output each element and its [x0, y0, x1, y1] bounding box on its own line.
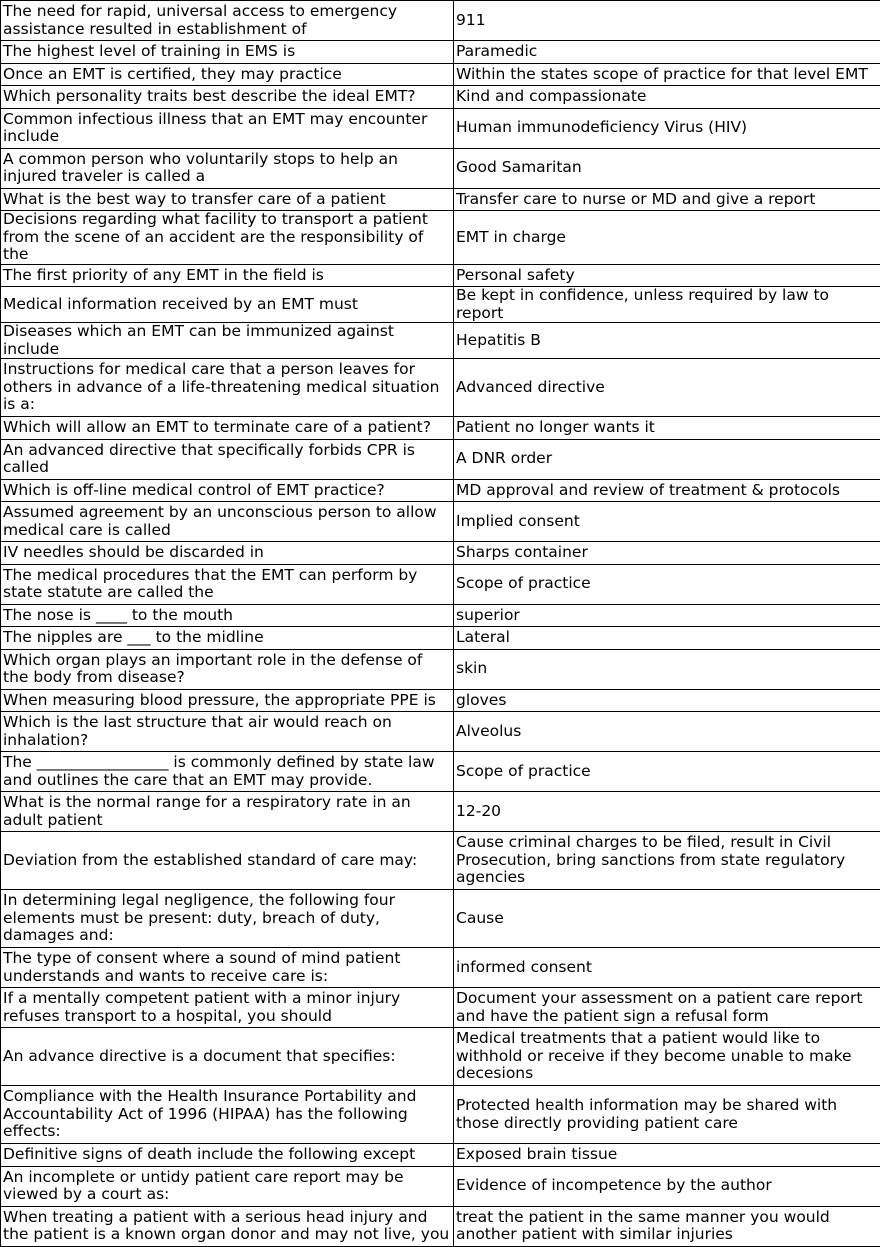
question-cell: Diseases which an EMT can be immunized against include	[1, 323, 454, 359]
table-row	[1, 323, 880, 359]
answer-cell: Scope of practice	[454, 564, 880, 604]
answer-cell: Kind and compassionate	[454, 86, 880, 109]
question-cell: The need for rapid, universal access to emergency assistance resulted in establishment of	[1, 1, 454, 41]
table-row	[1, 86, 880, 109]
question-cell: The type of consent where a sound of mind patient understands and wants to receive care is:	[1, 948, 454, 988]
table-row	[1, 1166, 880, 1206]
answer-cell: Protected health information may be shared with those directly providing patient care	[454, 1086, 880, 1144]
question-cell: If a mentally competent patient with a minor injury refuses transport to a hospital, you should	[1, 988, 454, 1028]
answer-cell: Personal safety	[454, 264, 880, 287]
answer-cell: Scope of practice	[454, 752, 880, 792]
table-row	[1, 211, 880, 265]
answer-cell: Transfer care to nurse or MD and give a report	[454, 188, 880, 211]
question-cell: Compliance with the Health Insurance Portability and Accountability Act of 1996 (HIPAA) has the following effects:	[1, 1086, 454, 1144]
answer-cell: Implied consent	[454, 502, 880, 542]
answer-cell: Sharps container	[454, 542, 880, 565]
table-row	[1, 988, 880, 1028]
question-cell: Which organ plays an important role in the defense of the body from disease?	[1, 649, 454, 689]
question-cell: An advanced directive that specifically forbids CPR is called	[1, 439, 454, 479]
question-cell: An incomplete or untidy patient care report may be viewed by a court as:	[1, 1166, 454, 1206]
table-row	[1, 287, 880, 323]
table-row	[1, 439, 880, 479]
question-cell: The nipples are ___ to the midline	[1, 627, 454, 650]
table-row	[1, 1, 880, 41]
question-cell: What is the best way to transfer care of a patient	[1, 188, 454, 211]
answer-cell: treat the patient in the same manner you would another patient with similar injuries	[454, 1206, 880, 1246]
answer-cell: informed consent	[454, 948, 880, 988]
question-cell: IV needles should be discarded in	[1, 542, 454, 565]
question-cell: Definitive signs of death include the following except	[1, 1144, 454, 1167]
answer-cell: Paramedic	[454, 41, 880, 64]
question-cell: The _________________ is commonly defined by state law and outlines the care that an EMT may provide.	[1, 752, 454, 792]
table-row	[1, 564, 880, 604]
table-row	[1, 832, 880, 890]
question-cell: An advance directive is a document that specifies:	[1, 1028, 454, 1086]
question-cell: The highest level of training in EMS is	[1, 41, 454, 64]
table-row	[1, 1144, 880, 1167]
table-row	[1, 712, 880, 752]
table-row	[1, 148, 880, 188]
question-cell: The medical procedures that the EMT can perform by state statute are called the	[1, 564, 454, 604]
question-cell: Assumed agreement by an unconscious person to allow medical care is called	[1, 502, 454, 542]
table-row	[1, 1206, 880, 1246]
answer-cell: Alveolus	[454, 712, 880, 752]
question-cell: When treating a patient with a serious head injury and the patient is a known organ donor and may not live, you	[1, 1206, 454, 1246]
answer-cell: Human immunodeficiency Virus (HIV)	[454, 108, 880, 148]
table-row	[1, 948, 880, 988]
answer-cell: Medical treatments that a patient would like to withhold or receive if they become unable to make decesions	[454, 1028, 880, 1086]
table-row	[1, 417, 880, 440]
table-row	[1, 479, 880, 502]
answer-cell: EMT in charge	[454, 211, 880, 265]
question-cell: Decisions regarding what facility to transport a patient from the scene of an accident are the responsibility of the	[1, 211, 454, 265]
question-cell: Which will allow an EMT to terminate care of a patient?	[1, 417, 454, 440]
question-cell: The first priority of any EMT in the field is	[1, 264, 454, 287]
answer-cell: Document your assessment on a patient care report and have the patient sign a refusal form	[454, 988, 880, 1028]
table-row	[1, 689, 880, 712]
table-row	[1, 359, 880, 417]
answer-cell: Cause	[454, 890, 880, 948]
question-cell: Once an EMT is certified, they may practice	[1, 63, 454, 86]
question-cell: When measuring blood pressure, the appropriate PPE is	[1, 689, 454, 712]
table-row	[1, 41, 880, 64]
table-row	[1, 264, 880, 287]
answer-cell: Exposed brain tissue	[454, 1144, 880, 1167]
question-cell: Common infectious illness that an EMT may encounter include	[1, 108, 454, 148]
table-row	[1, 108, 880, 148]
answer-cell: 12-20	[454, 792, 880, 832]
question-cell: In determining legal negligence, the following four elements must be present: duty, breach of duty, damages and:	[1, 890, 454, 948]
question-cell: Which personality traits best describe the ideal EMT?	[1, 86, 454, 109]
question-cell: The nose is ____ to the mouth	[1, 604, 454, 627]
answer-cell: Patient no longer wants it	[454, 417, 880, 440]
answer-cell: Advanced directive	[454, 359, 880, 417]
table-row	[1, 1086, 880, 1144]
answer-cell: MD approval and review of treatment & protocols	[454, 479, 880, 502]
answer-cell: superior	[454, 604, 880, 627]
table-row	[1, 752, 880, 792]
answer-cell: Hepatitis B	[454, 323, 880, 359]
question-cell: Which is off-line medical control of EMT practice?	[1, 479, 454, 502]
table-row	[1, 792, 880, 832]
answer-cell: Be kept in confidence, unless required by law to report	[454, 287, 880, 323]
question-cell: Instructions for medical care that a person leaves for others in advance of a life-threatening medical situation is a:	[1, 359, 454, 417]
answer-cell: Good Samaritan	[454, 148, 880, 188]
answer-cell: Within the states scope of practice for that level EMT	[454, 63, 880, 86]
answer-cell: Evidence of incompetence by the author	[454, 1166, 880, 1206]
table-row	[1, 188, 880, 211]
question-cell: Medical information received by an EMT must	[1, 287, 454, 323]
table-row	[1, 890, 880, 948]
answer-cell: A DNR order	[454, 439, 880, 479]
answer-cell: 911	[454, 1, 880, 41]
table-row	[1, 649, 880, 689]
answer-cell: gloves	[454, 689, 880, 712]
table-row	[1, 542, 880, 565]
question-cell: Which is the last structure that air would reach on inhalation?	[1, 712, 454, 752]
table-row	[1, 63, 880, 86]
table-row	[1, 627, 880, 650]
table-row	[1, 502, 880, 542]
table-row	[1, 604, 880, 627]
question-cell: What is the normal range for a respiratory rate in an adult patient	[1, 792, 454, 832]
question-cell: A common person who voluntarily stops to help an injured traveler is called a	[1, 148, 454, 188]
answer-cell: Lateral	[454, 627, 880, 650]
table-row	[1, 1028, 880, 1086]
question-cell: Deviation from the established standard of care may:	[1, 832, 454, 890]
answer-cell: skin	[454, 649, 880, 689]
answer-cell: Cause criminal charges to be filed, result in Civil Prosecution, bring sanctions from state regulatory agencies	[454, 832, 880, 890]
